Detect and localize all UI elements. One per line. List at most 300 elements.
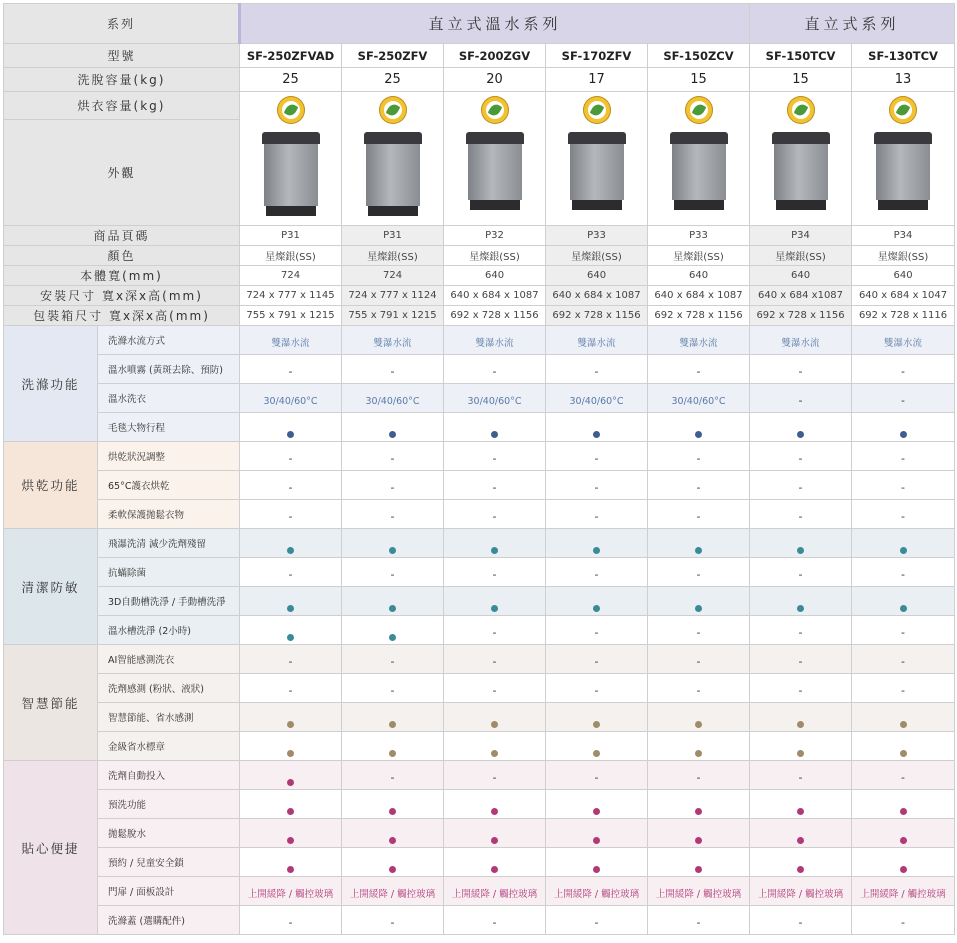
feature-label: 烘乾狀況調整 xyxy=(98,442,240,471)
feature-dash: - xyxy=(492,451,497,465)
feature-value xyxy=(342,355,444,384)
feature-value xyxy=(648,703,750,732)
feature-value xyxy=(648,384,750,413)
feature-label: 抗蟎除菌 xyxy=(98,558,240,587)
feature-dot xyxy=(491,808,498,815)
top-load-washer-image xyxy=(364,132,422,216)
package-size-value: 692 x 728 x 1156 xyxy=(444,306,546,326)
feature-text: 雙瀑水流 xyxy=(577,337,616,349)
wash-capacity-value: 20 xyxy=(444,68,546,92)
feature-text: 雙瀑水流 xyxy=(679,337,718,349)
feature-value xyxy=(546,877,648,906)
feature-value xyxy=(444,413,546,442)
series-label: 系列 xyxy=(4,4,240,44)
feature-value xyxy=(750,500,852,529)
feature-dot xyxy=(593,866,600,873)
package-size-row xyxy=(4,306,955,326)
feature-dash: - xyxy=(594,770,599,784)
feature-dot xyxy=(389,431,396,438)
feature-value xyxy=(750,819,852,848)
feature-value xyxy=(750,877,852,906)
feature-value xyxy=(852,645,955,674)
model-value: SF-250ZFVAD xyxy=(240,44,342,68)
feature-dash: - xyxy=(594,567,599,581)
feature-text: 30/40/60°C xyxy=(671,395,726,407)
feature-value xyxy=(342,587,444,616)
body-width-value: 640 xyxy=(750,266,852,286)
feature-row xyxy=(4,732,955,761)
feature-row xyxy=(4,674,955,703)
catalog-page-value: P34 xyxy=(750,226,852,246)
feature-dash: - xyxy=(492,480,497,494)
feature-dash: - xyxy=(798,480,803,494)
feature-value xyxy=(852,877,955,906)
feature-text: 雙瀑水流 xyxy=(884,337,923,349)
energy-label-badge-icon xyxy=(481,96,509,124)
feature-value xyxy=(648,877,750,906)
feature-dash: - xyxy=(594,509,599,523)
feature-dot xyxy=(900,866,907,873)
feature-value xyxy=(444,674,546,703)
body-width-value: 640 xyxy=(444,266,546,286)
catalog-page-value: P31 xyxy=(342,226,444,246)
feature-label: AI智能感測洗衣 xyxy=(98,645,240,674)
feature-value xyxy=(240,616,342,645)
feature-dash: - xyxy=(696,480,701,494)
feature-row xyxy=(4,529,955,558)
feature-text: 雙瀑水流 xyxy=(373,337,412,349)
feature-row xyxy=(4,848,955,877)
feature-value xyxy=(342,703,444,732)
feature-value xyxy=(852,761,955,790)
category-label: 貼心便捷 xyxy=(4,761,98,935)
feature-dot xyxy=(797,721,804,728)
feature-value xyxy=(444,326,546,355)
feature-value xyxy=(750,848,852,877)
package-size-value: 755 x 791 x 1215 xyxy=(240,306,342,326)
feature-dash: - xyxy=(696,625,701,639)
feature-value xyxy=(240,442,342,471)
install-size-value: 640 x 684 x 1047 xyxy=(852,286,955,306)
feature-dot xyxy=(491,866,498,873)
feature-dot xyxy=(797,866,804,873)
feature-value xyxy=(852,674,955,703)
wash-capacity-value: 15 xyxy=(750,68,852,92)
feature-value xyxy=(342,790,444,819)
feature-value xyxy=(444,877,546,906)
catalog-page-label: 商品頁碼 xyxy=(4,226,240,246)
feature-value xyxy=(546,674,648,703)
feature-value xyxy=(852,442,955,471)
feature-dot xyxy=(900,605,907,612)
feature-dash: - xyxy=(696,654,701,668)
feature-label: 預洗功能 xyxy=(98,790,240,819)
feature-value xyxy=(750,355,852,384)
appearance-cell xyxy=(852,92,955,226)
feature-dot xyxy=(287,431,294,438)
feature-dot xyxy=(593,605,600,612)
feature-value xyxy=(546,848,648,877)
feature-dash: - xyxy=(492,567,497,581)
wash-capacity-value: 13 xyxy=(852,68,955,92)
feature-dash: - xyxy=(492,770,497,784)
feature-row xyxy=(4,413,955,442)
feature-value xyxy=(342,645,444,674)
feature-dot xyxy=(797,837,804,844)
feature-value xyxy=(444,732,546,761)
feature-label: 3D自動槽洗淨 / 手動槽洗淨 xyxy=(98,587,240,616)
feature-value xyxy=(444,355,546,384)
feature-dash: - xyxy=(390,915,395,929)
feature-value xyxy=(648,732,750,761)
feature-dot xyxy=(491,837,498,844)
feature-dash: - xyxy=(696,770,701,784)
feature-label: 65°C護衣烘乾 xyxy=(98,471,240,500)
feature-dash: - xyxy=(901,770,906,784)
feature-dash: - xyxy=(288,567,293,581)
feature-dot xyxy=(491,750,498,757)
feature-dash: - xyxy=(901,625,906,639)
feature-value xyxy=(750,442,852,471)
package-size-value: 755 x 791 x 1215 xyxy=(342,306,444,326)
feature-value xyxy=(240,355,342,384)
color-value: 星燦銀(SS) xyxy=(648,246,750,266)
feature-value xyxy=(852,384,955,413)
feature-value xyxy=(240,790,342,819)
feature-value xyxy=(546,761,648,790)
feature-row xyxy=(4,877,955,906)
feature-dash: - xyxy=(901,393,906,407)
feature-dot xyxy=(593,547,600,554)
feature-dash: - xyxy=(390,567,395,581)
feature-value xyxy=(342,384,444,413)
feature-text: 雙瀑水流 xyxy=(271,337,310,349)
top-load-washer-image xyxy=(670,132,728,210)
feature-dash: - xyxy=(798,625,803,639)
feature-value xyxy=(444,471,546,500)
feature-dash: - xyxy=(288,654,293,668)
feature-value xyxy=(546,587,648,616)
feature-label: 洗滌蓋 (選購配件) xyxy=(98,906,240,935)
catalog-page-row xyxy=(4,226,955,246)
feature-value xyxy=(240,413,342,442)
install-size-value: 640 x 684 x 1087 xyxy=(444,286,546,306)
top-load-washer-image xyxy=(262,132,320,216)
feature-label: 溫水噴霧 (黃斑去除、預防) xyxy=(98,355,240,384)
feature-value xyxy=(342,674,444,703)
feature-row xyxy=(4,790,955,819)
feature-dot xyxy=(287,547,294,554)
energy-label-badge-icon xyxy=(379,96,407,124)
feature-dash: - xyxy=(492,683,497,697)
feature-dash: - xyxy=(798,770,803,784)
series-row xyxy=(4,4,955,44)
package-size-value: 692 x 728 x 1116 xyxy=(852,306,955,326)
feature-dash: - xyxy=(798,509,803,523)
body-width-value: 640 xyxy=(852,266,955,286)
feature-dash: - xyxy=(798,393,803,407)
top-load-washer-image xyxy=(568,132,626,210)
feature-value xyxy=(852,848,955,877)
feature-value xyxy=(852,558,955,587)
feature-value xyxy=(852,790,955,819)
feature-value xyxy=(240,819,342,848)
feature-value xyxy=(240,877,342,906)
spec-table xyxy=(3,3,955,935)
feature-dash: - xyxy=(390,683,395,697)
feature-value xyxy=(342,500,444,529)
feature-text: 30/40/60°C xyxy=(569,395,624,407)
feature-dash: - xyxy=(901,654,906,668)
energy-label-badge-icon xyxy=(583,96,611,124)
feature-value xyxy=(240,645,342,674)
feature-dash: - xyxy=(901,509,906,523)
feature-value xyxy=(546,355,648,384)
feature-dot xyxy=(287,750,294,757)
feature-value xyxy=(546,790,648,819)
feature-row xyxy=(4,471,955,500)
feature-dash: - xyxy=(288,480,293,494)
feature-dot xyxy=(900,547,907,554)
category-label: 洗滌功能 xyxy=(4,326,98,442)
feature-dot xyxy=(389,634,396,641)
feature-value xyxy=(750,384,852,413)
feature-value xyxy=(240,500,342,529)
feature-value xyxy=(546,442,648,471)
feature-value xyxy=(342,877,444,906)
feature-value xyxy=(444,558,546,587)
feature-value xyxy=(342,616,444,645)
feature-value xyxy=(750,790,852,819)
feature-dot xyxy=(695,547,702,554)
feature-label: 洗劑自動投入 xyxy=(98,761,240,790)
feature-value xyxy=(240,529,342,558)
energy-label-badge-icon xyxy=(277,96,305,124)
energy-label-badge-icon xyxy=(787,96,815,124)
feature-dash: - xyxy=(696,567,701,581)
install-size-value: 724 x 777 x 1124 xyxy=(342,286,444,306)
feature-dot xyxy=(900,431,907,438)
feature-value xyxy=(852,732,955,761)
color-value: 星燦銀(SS) xyxy=(750,246,852,266)
feature-value xyxy=(648,616,750,645)
feature-value xyxy=(852,500,955,529)
feature-dash: - xyxy=(288,364,293,378)
feature-value xyxy=(648,529,750,558)
feature-dot xyxy=(797,431,804,438)
feature-value xyxy=(444,848,546,877)
body-width-row xyxy=(4,266,955,286)
appearance-label: 外觀 xyxy=(4,120,240,226)
feature-dot xyxy=(695,866,702,873)
feature-dash: - xyxy=(288,451,293,465)
feature-dash: - xyxy=(492,364,497,378)
color-row xyxy=(4,246,955,266)
feature-dash: - xyxy=(492,625,497,639)
feature-dash: - xyxy=(901,364,906,378)
feature-value xyxy=(648,500,750,529)
feature-row xyxy=(4,645,955,674)
feature-dot xyxy=(491,431,498,438)
feature-dot xyxy=(900,721,907,728)
feature-value xyxy=(546,732,648,761)
model-value: SF-250ZFV xyxy=(342,44,444,68)
feature-value xyxy=(546,645,648,674)
feature-label: 智慧節能、省水感測 xyxy=(98,703,240,732)
feature-text: 上開緩降 / 觸控玻璃 xyxy=(757,888,844,900)
catalog-page-value: P34 xyxy=(852,226,955,246)
feature-value xyxy=(750,732,852,761)
feature-value xyxy=(852,326,955,355)
install-size-value: 640 x 684 x1087 xyxy=(750,286,852,306)
feature-value xyxy=(546,500,648,529)
feature-value xyxy=(240,384,342,413)
feature-dot xyxy=(900,750,907,757)
feature-dash: - xyxy=(696,683,701,697)
top-load-washer-image xyxy=(874,132,932,210)
feature-dot xyxy=(695,431,702,438)
feature-dot xyxy=(389,750,396,757)
feature-dot xyxy=(389,547,396,554)
package-size-label: 包裝箱尺寸 寬x深x高(mm) xyxy=(4,306,240,326)
feature-dash: - xyxy=(798,915,803,929)
feature-value xyxy=(852,587,955,616)
feature-value xyxy=(444,790,546,819)
feature-value xyxy=(342,558,444,587)
feature-value xyxy=(444,616,546,645)
feature-text: 上開緩降 / 觸控玻璃 xyxy=(247,888,334,900)
body-width-value: 640 xyxy=(546,266,648,286)
feature-dash: - xyxy=(594,364,599,378)
feature-dash: - xyxy=(390,364,395,378)
feature-dot xyxy=(695,750,702,757)
feature-dot xyxy=(389,837,396,844)
feature-dash: - xyxy=(492,509,497,523)
feature-value xyxy=(750,674,852,703)
wash-capacity-value: 25 xyxy=(240,68,342,92)
feature-value xyxy=(240,558,342,587)
feature-value xyxy=(648,326,750,355)
feature-value xyxy=(648,819,750,848)
feature-value xyxy=(852,413,955,442)
feature-value xyxy=(648,413,750,442)
feature-row xyxy=(4,384,955,413)
feature-dash: - xyxy=(594,683,599,697)
feature-label: 洗滌水流方式 xyxy=(98,326,240,355)
feature-row xyxy=(4,703,955,732)
feature-value xyxy=(852,616,955,645)
feature-text: 30/40/60°C xyxy=(467,395,522,407)
package-size-value: 692 x 728 x 1156 xyxy=(546,306,648,326)
feature-value xyxy=(750,471,852,500)
feature-dot xyxy=(900,808,907,815)
feature-value xyxy=(750,616,852,645)
feature-label: 洗劑感測 (粉狀、液狀) xyxy=(98,674,240,703)
feature-dash: - xyxy=(390,480,395,494)
feature-value xyxy=(648,761,750,790)
body-width-label: 本體寬(mm) xyxy=(4,266,240,286)
feature-dash: - xyxy=(798,451,803,465)
feature-value xyxy=(546,703,648,732)
feature-value xyxy=(852,355,955,384)
feature-dash: - xyxy=(798,683,803,697)
category-label: 清潔防敏 xyxy=(4,529,98,645)
catalog-page-value: P32 xyxy=(444,226,546,246)
feature-value xyxy=(444,761,546,790)
feature-dot xyxy=(287,779,294,786)
feature-label: 拋鬆脫水 xyxy=(98,819,240,848)
feature-value xyxy=(546,529,648,558)
series-name: 直立式溫水系列 xyxy=(240,4,750,44)
feature-row xyxy=(4,761,955,790)
feature-dot xyxy=(797,547,804,554)
feature-dot xyxy=(695,837,702,844)
feature-value xyxy=(342,442,444,471)
install-size-label: 安裝尺寸 寬x深x高(mm) xyxy=(4,286,240,306)
color-label: 顏色 xyxy=(4,246,240,266)
feature-value xyxy=(546,326,648,355)
feature-dot xyxy=(389,605,396,612)
category-label: 烘乾功能 xyxy=(4,442,98,529)
feature-dot xyxy=(491,547,498,554)
body-width-value: 640 xyxy=(648,266,750,286)
model-value: SF-150TCV xyxy=(750,44,852,68)
feature-value xyxy=(750,529,852,558)
feature-dot xyxy=(287,866,294,873)
feature-value xyxy=(546,413,648,442)
feature-dash: - xyxy=(390,509,395,523)
body-width-value: 724 xyxy=(240,266,342,286)
feature-value xyxy=(750,326,852,355)
model-value: SF-200ZGV xyxy=(444,44,546,68)
feature-label: 柔軟保護拋鬆衣物 xyxy=(98,500,240,529)
feature-value xyxy=(648,848,750,877)
feature-text: 雙瀑水流 xyxy=(475,337,514,349)
feature-text: 30/40/60°C xyxy=(365,395,420,407)
feature-dash: - xyxy=(288,683,293,697)
feature-dash: - xyxy=(901,480,906,494)
feature-value xyxy=(240,906,342,935)
color-value: 星燦銀(SS) xyxy=(852,246,955,266)
feature-dot xyxy=(287,721,294,728)
feature-text: 上開緩降 / 觸控玻璃 xyxy=(655,888,742,900)
feature-value xyxy=(342,471,444,500)
catalog-page-value: P33 xyxy=(648,226,750,246)
appearance-cell xyxy=(342,92,444,226)
feature-value xyxy=(750,413,852,442)
feature-dash: - xyxy=(288,915,293,929)
feature-value xyxy=(648,558,750,587)
feature-label: 毛毯大物行程 xyxy=(98,413,240,442)
feature-value xyxy=(444,500,546,529)
feature-dot xyxy=(695,808,702,815)
wash-capacity-label: 洗脫容量(kg) xyxy=(4,68,240,92)
feature-label: 金級省水標章 xyxy=(98,732,240,761)
feature-dash: - xyxy=(696,451,701,465)
feature-value xyxy=(648,906,750,935)
feature-value xyxy=(342,848,444,877)
feature-dot xyxy=(593,750,600,757)
feature-value xyxy=(750,703,852,732)
feature-text: 30/40/60°C xyxy=(263,395,318,407)
wash-capacity-row xyxy=(4,68,955,92)
feature-dash: - xyxy=(594,654,599,668)
feature-dash: - xyxy=(492,654,497,668)
feature-value xyxy=(240,471,342,500)
category-label: 智慧節能 xyxy=(4,645,98,761)
color-value: 星燦銀(SS) xyxy=(240,246,342,266)
wash-capacity-value: 17 xyxy=(546,68,648,92)
